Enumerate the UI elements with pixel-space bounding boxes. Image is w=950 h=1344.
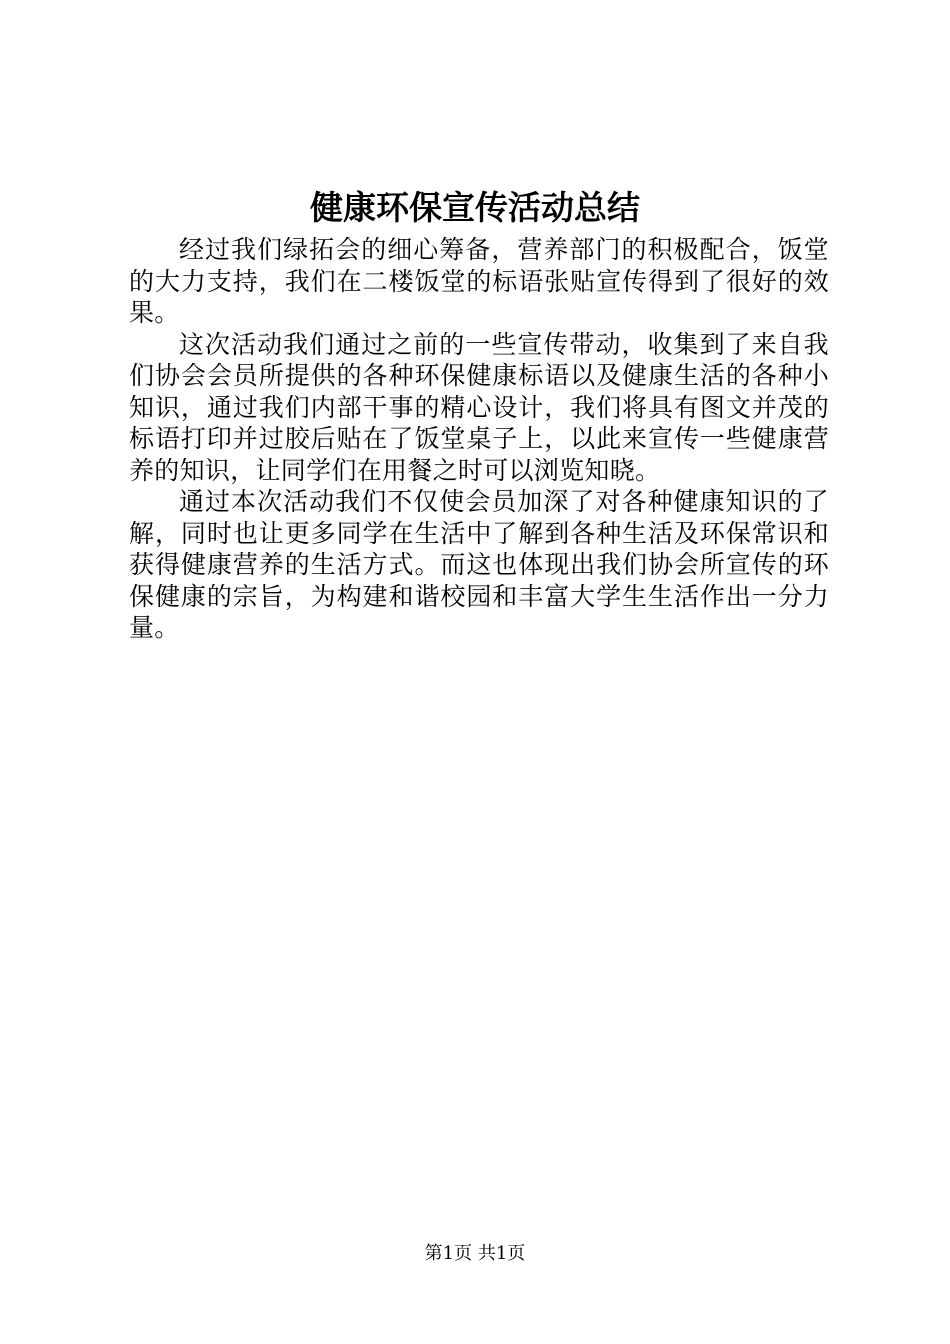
document-body	[129, 234, 829, 644]
body-paragraph-3: 通过本次活动我们不仅使会员加深了对各种健康知识的了解，同时也让更多同学在生活中了解到各种生活及环保常识和获得健康营养的生活方式。而这也体现出我们协会所宣传的环保健康的宗旨，为构建和谐校园和丰富大学生生活作出一分力量。	[129, 487, 829, 642]
body-paragraph-1: 经过我们绿拓会的细心筹备，营养部门的积极配合，饭堂的大力支持，我们在二楼饭堂的标语张贴宣传得到了很好的效果。	[129, 235, 829, 327]
document-title: 健康环保宣传活动总结	[310, 188, 640, 227]
body-paragraph-2: 这次活动我们通过之前的一些宣传带动，收集到了来自我们协会会员所提供的各种环保健康标语以及健康生活的各种小知识，通过我们内部干事的精心设计，我们将具有图文并茂的标语打印并过胶后贴在了饭堂桌子上，以此来宣传一些健康营养的知识，让同学们在用餐之时可以浏览知晓。	[129, 329, 829, 485]
page-number-footer: 第1页 共1页	[424, 1243, 526, 1264]
